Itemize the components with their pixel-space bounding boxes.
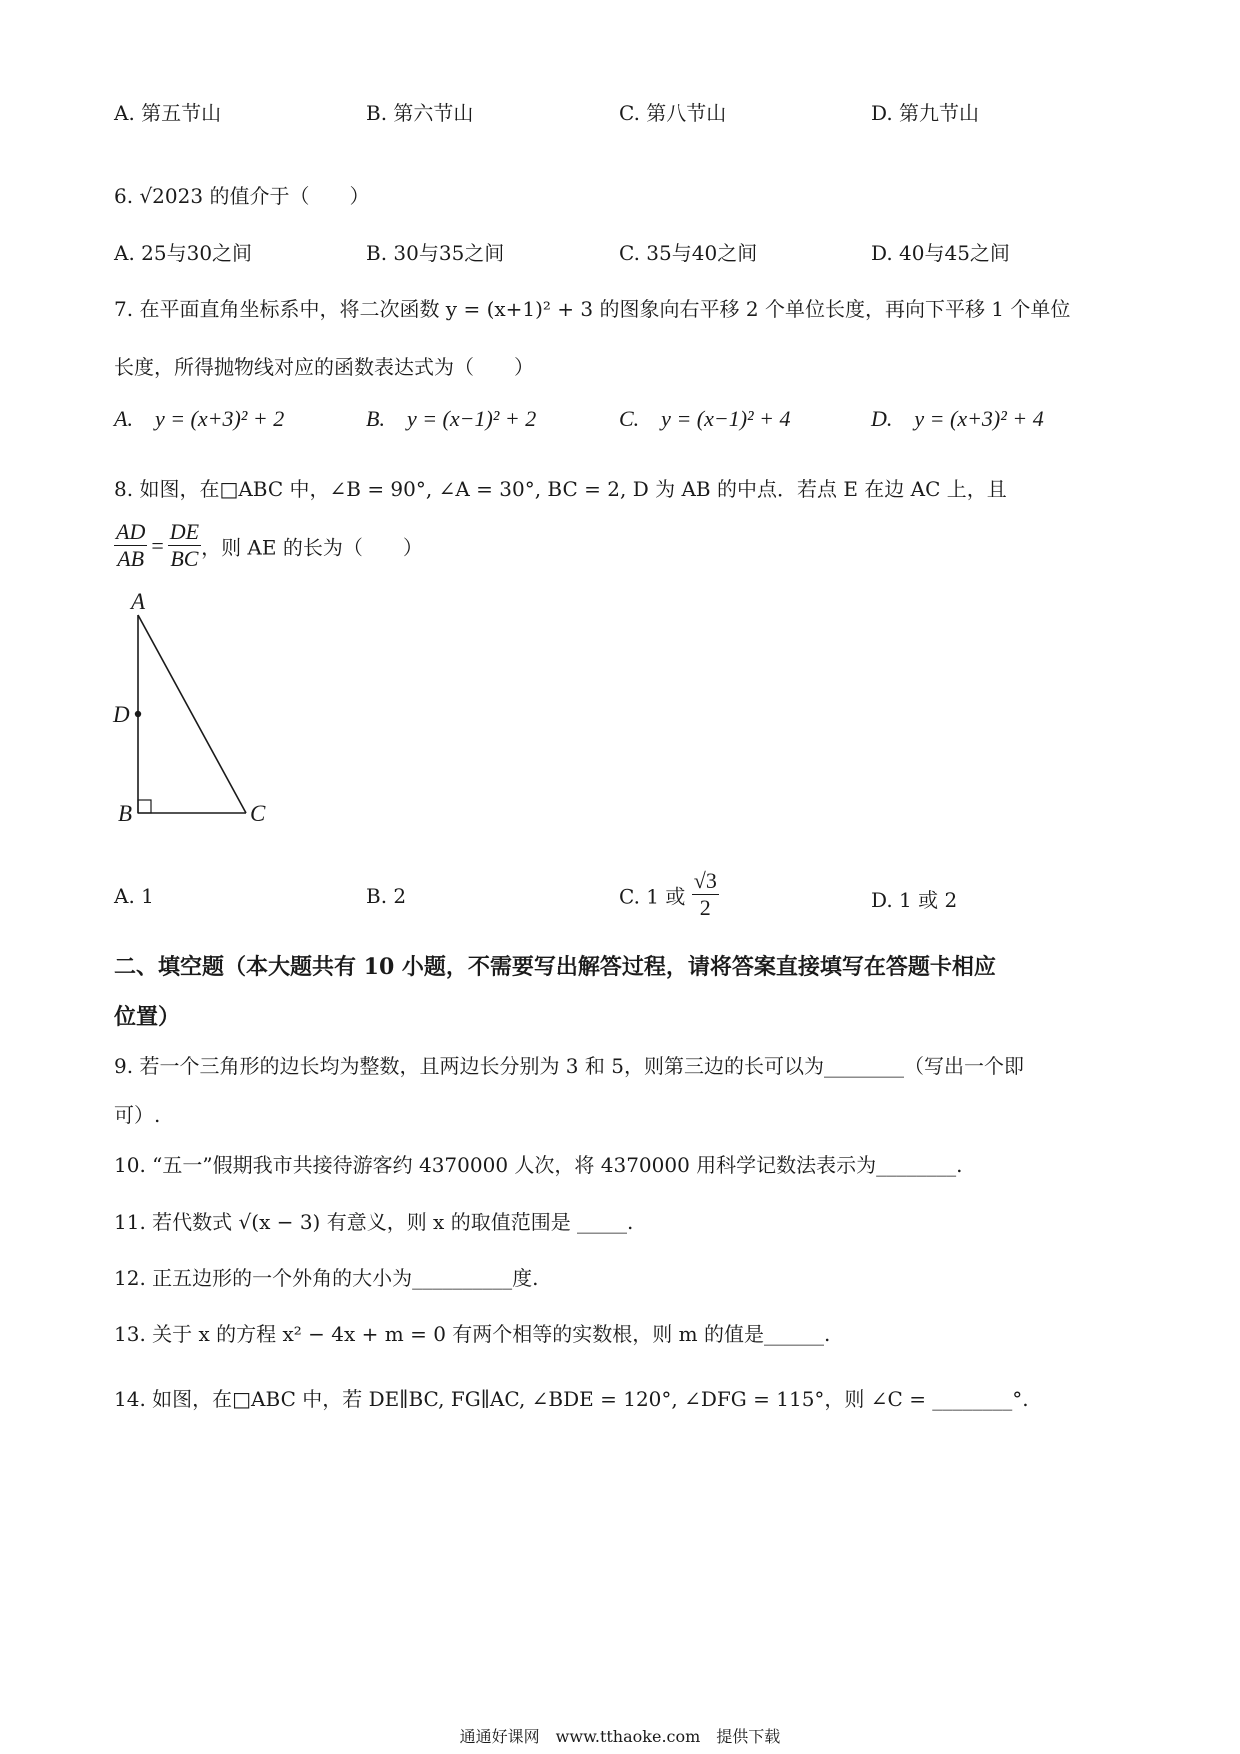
right-angle-mark — [138, 800, 151, 813]
q8-options — [114, 868, 1134, 928]
question-10: 10. “五一”假期我市共接待游客约 4370000 人次，将 4370000 用科学记数法表示为________. — [114, 1153, 963, 1177]
q6-options — [114, 237, 1134, 267]
question-14: 14. 如图，在□ABC 中，若 DE∥BC, FG∥AC, ∠BDE = 120°, ∠DFG = 115°，则 ∠C = ________°. — [114, 1387, 1029, 1411]
fraction-de-bc — [168, 519, 201, 573]
section-2-heading-line-1: 二、填空题（本大题共有 10 小题，不需要写出解答过程，请将答案直接填写在答题卡相应 — [114, 954, 996, 980]
q7-option-c[interactable]: C. y = (x−1)² + 4 — [619, 406, 791, 431]
section-2-heading-line-2: 位置） — [114, 1004, 181, 1030]
question-6-stem: 6. √2023 的值介于（ ） — [114, 184, 370, 208]
question-9-line-1: 9. 若一个三角形的边长均为整数，且两边长分别为 3 和 5，则第三边的长可以为________（写出一个即 — [114, 1054, 1024, 1078]
q8-option-d[interactable]: D. 1 或 2 — [871, 888, 958, 912]
q6-option-a[interactable]: A. 25与30之间 — [114, 241, 253, 265]
q5-options — [114, 97, 1134, 127]
fraction-numerator: DE — [168, 519, 201, 546]
q7-options — [114, 402, 1134, 432]
q5-option-d[interactable]: D. 第九节山 — [871, 101, 980, 125]
q7-option-b[interactable]: B. y = (x−1)² + 2 — [366, 406, 537, 431]
fraction-numerator: AD — [114, 519, 147, 546]
question-13: 13. 关于 x 的方程 x² − 4x + m = 0 有两个相等的实数根，则 m 的值是______. — [114, 1322, 831, 1346]
q6-option-b[interactable]: B. 30与35之间 — [366, 241, 505, 265]
q7-option-d[interactable]: D. y = (x+3)² + 4 — [871, 406, 1044, 431]
fraction-denominator: AB — [117, 546, 145, 572]
q6-option-c[interactable]: C. 35与40之间 — [619, 241, 758, 265]
q8-option-b[interactable]: B. 2 — [366, 884, 407, 908]
page-footer: 通通好课网 www.tthaoke.com 提供下载 — [459, 1727, 781, 1746]
equals-sign: = — [151, 532, 164, 558]
q5-option-a[interactable]: A. 第五节山 — [114, 101, 222, 125]
question-8-tail: ，则 AE 的长为（ ） — [201, 535, 423, 560]
question-9-line-2: 可）. — [114, 1103, 161, 1127]
question-7-line-2: 长度，所得抛物线对应的函数表达式为（ ） — [114, 355, 534, 379]
question-8-line-2 — [114, 519, 423, 573]
q6-option-d[interactable]: D. 40与45之间 — [871, 241, 1010, 265]
q5-option-c[interactable]: C. 第八节山 — [619, 101, 727, 125]
question-8-line-1: 8. 如图，在□ABC 中，∠B = 90°, ∠A = 30°, BC = 2, D 为 AB 的中点．若点 E 在边 AC 上，且 — [114, 477, 1007, 501]
label-b: B — [118, 801, 133, 825]
q7-option-a[interactable]: A. y = (x+3)² + 2 — [114, 406, 285, 431]
fraction-numerator: √3 — [692, 868, 719, 895]
label-c: C — [250, 801, 266, 825]
q8-option-c[interactable] — [619, 868, 719, 922]
question-7-line-1: 7. 在平面直角坐标系中，将二次函数 y = (x+1)² + 3 的图象向右平移 2 个单位长度，再向下平移 1 个单位 — [114, 297, 1071, 321]
triangle-figure — [100, 585, 280, 825]
label-a: A — [131, 589, 146, 614]
question-12: 12. 正五边形的一个外角的大小为__________度. — [114, 1266, 539, 1290]
q8-option-a[interactable]: A. 1 — [114, 884, 154, 908]
label-d: D — [113, 702, 130, 727]
fraction-denominator: BC — [170, 546, 199, 572]
point-d — [135, 711, 141, 717]
q8-option-c-prefix: C. 1 或 — [619, 884, 686, 909]
fraction-sqrt3-over-2 — [692, 868, 719, 922]
q5-option-b[interactable]: B. 第六节山 — [366, 101, 474, 125]
fraction-denominator: 2 — [699, 895, 711, 921]
fraction-ad-ab — [114, 519, 147, 573]
question-11: 11. 若代数式 √(x − 3) 有意义，则 x 的取值范围是 _____. — [114, 1210, 634, 1234]
side-ac — [138, 615, 246, 813]
